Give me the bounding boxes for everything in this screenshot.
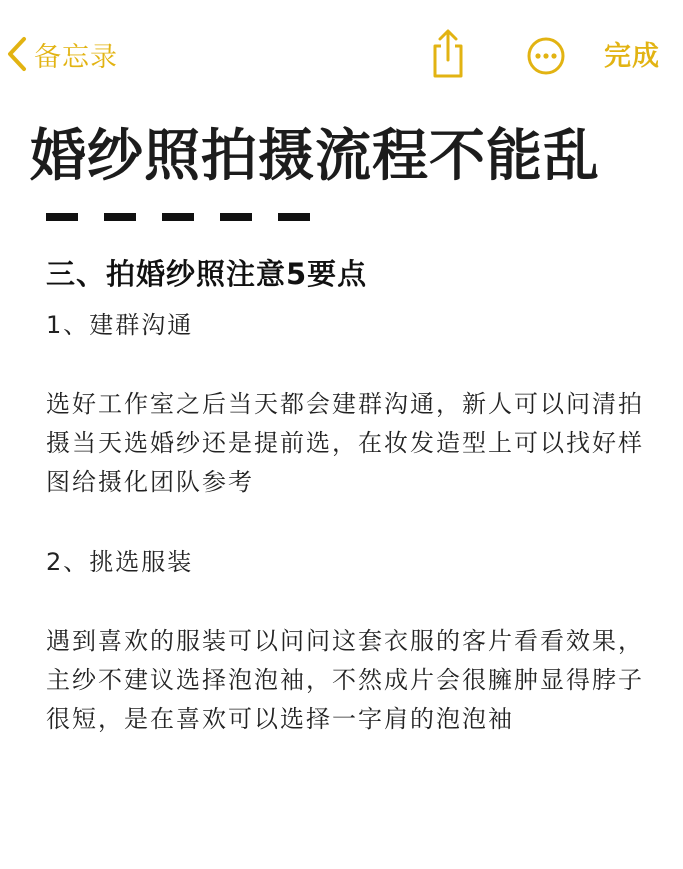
item-body: 选好工作室之后当天都会建群沟通，新人可以问清拍摄当天选婚纱还是提前选，在妆发造型上可以找好样图给摄化团队参考	[46, 390, 644, 496]
done-button[interactable]: 完成	[604, 41, 660, 72]
share-icon	[428, 65, 468, 84]
dash-segment	[46, 213, 78, 221]
item-heading: 1、建群沟通	[46, 311, 194, 339]
dash-segment	[278, 213, 310, 221]
chevron-left-icon	[6, 36, 28, 72]
dash-segment	[162, 213, 194, 221]
navigation-bar	[0, 0, 683, 110]
back-button-label: 备忘录	[34, 41, 118, 73]
item-heading: 2、挑选服装	[46, 548, 194, 576]
back-button[interactable]	[6, 30, 118, 78]
more-button[interactable]	[526, 36, 566, 76]
note-title: 婚纱照拍摄流程不能乱	[30, 124, 600, 189]
item-body: 遇到喜欢的服装可以问问这套衣服的客片看看效果，主纱不建议选择泡泡袖，不然成片会很臃肿显得脖子很短，是在喜欢可以选择一字肩的泡泡袖	[46, 627, 644, 733]
share-button[interactable]	[428, 28, 468, 80]
section-heading: 三、拍婚纱照注意5要点	[46, 257, 368, 291]
dash-segment	[104, 213, 136, 221]
dash-segment	[220, 213, 252, 221]
more-circle-icon	[526, 61, 566, 80]
